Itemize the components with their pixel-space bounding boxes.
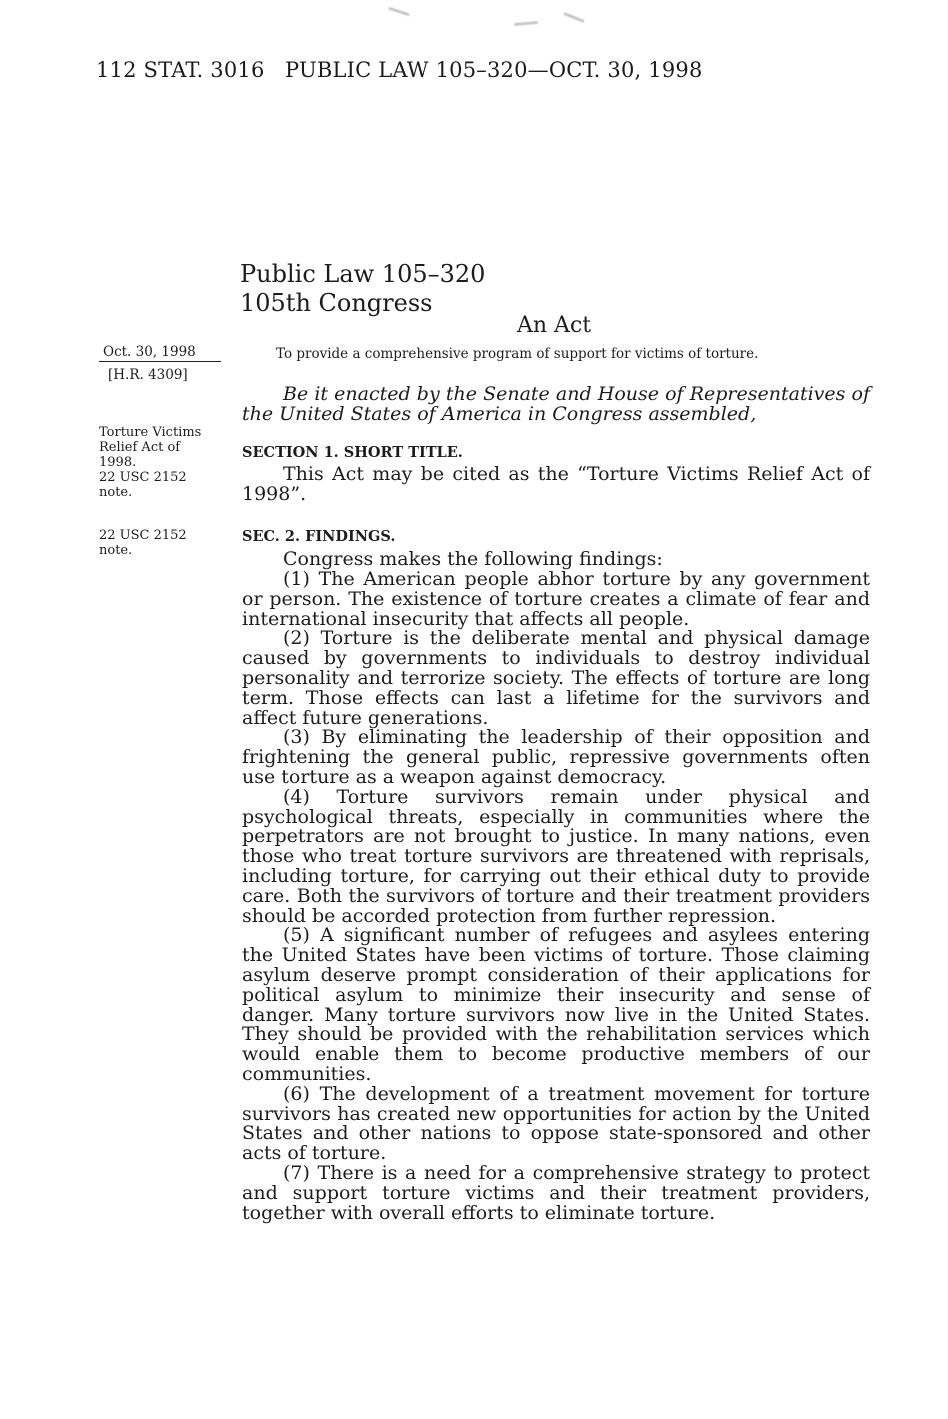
margin-bill-number: [H.R. 4309] [108,367,188,383]
section-2-heading: SEC. 2. FINDINGS. [242,528,396,545]
running-head-title: PUBLIC LAW 105–320—OCT. 30, 1998 [285,58,703,82]
margin-note-line: 22 USC 2152 [99,470,187,485]
margin-note-findings [99,528,187,558]
finding-5: (5) A significant number of refugees and asylees entering the United States have been victims of torture. Those claiming asylum deserve prompt consideration of their applications for political asylum to minimize their insecurity and sense of danger. Many torture survivors now live in the United States. They should be provided with the rehabilitation services which would enable them to become productive members of our communities. [242,924,870,1085]
scan-artifact [563,12,585,23]
finding-2: (2) Torture is the deliberate mental and physical damage caused by governments to individuals to destroy individual personality and terrorize society. The effects of torture are long term. Those effects can last a lifetime for the survivors and affect future generations. [242,627,870,729]
finding-3: (3) By eliminating the leadership of their opposition and frightening the general public, repressive governments often use torture as a weapon against democracy. [242,726,870,788]
enacting-clause: Be it enacted by the Senate and House of Representatives of the United States of America in Congress assembled, [242,383,870,425]
margin-date: Oct. 30, 1998 [103,344,196,360]
margin-note-line: Relief Act of [99,440,181,455]
margin-note-line: Torture Victims [99,425,202,440]
findings-list [242,570,870,1223]
section-1-heading: SECTION 1. SHORT TITLE. [242,444,463,461]
public-law-heading [240,260,485,318]
margin-note-line: 1998. [99,455,137,470]
margin-note-line: note. [99,543,133,558]
scan-artifact [388,7,410,17]
statute-citation: 112 STAT. 3016 [96,58,265,82]
margin-note-short-title [99,425,201,500]
finding-4: (4) Torture survivors remain under physical and psychological threats, especially in communities where the perpetrators are not brought to justice. In many nations, even those who treat torture survivors are threatened with reprisals, including torture, for carrying out their ethical duty to provide care. Both the survivors of torture and their treatment providers should be accorded protection from further repression. [242,785,870,927]
finding-6: (6) The development of a treatment movement for torture survivors has created new opportunities for action by the United States and other nations to oppose state-sponsored and other acts of torture. [242,1082,870,1165]
finding-1: (1) The American people abhor torture by any government or person. The existence of torture creates a climate of fear and international insecurity that affects all people. [242,568,870,630]
short-title-text: This Act may be cited as the “Torture Victims Relief Act of 1998”. [242,463,870,505]
margin-divider [99,361,221,362]
act-purpose: To provide a comprehensive program of support for victims of torture. [276,346,759,362]
congress-number: 105th Congress [240,289,433,317]
act-label: An Act [517,313,592,338]
finding-7: (7) There is a need for a comprehensive strategy to protect and support torture victims and their treatment providers, together with overall efforts to eliminate torture. [242,1161,870,1224]
margin-note-line: 22 USC 2152 [99,528,187,543]
scan-artifact [514,21,538,26]
margin-note-line: note. [99,485,133,500]
public-law-number: Public Law 105–320 [240,260,486,288]
findings-intro: Congress makes the following findings: [283,548,663,570]
